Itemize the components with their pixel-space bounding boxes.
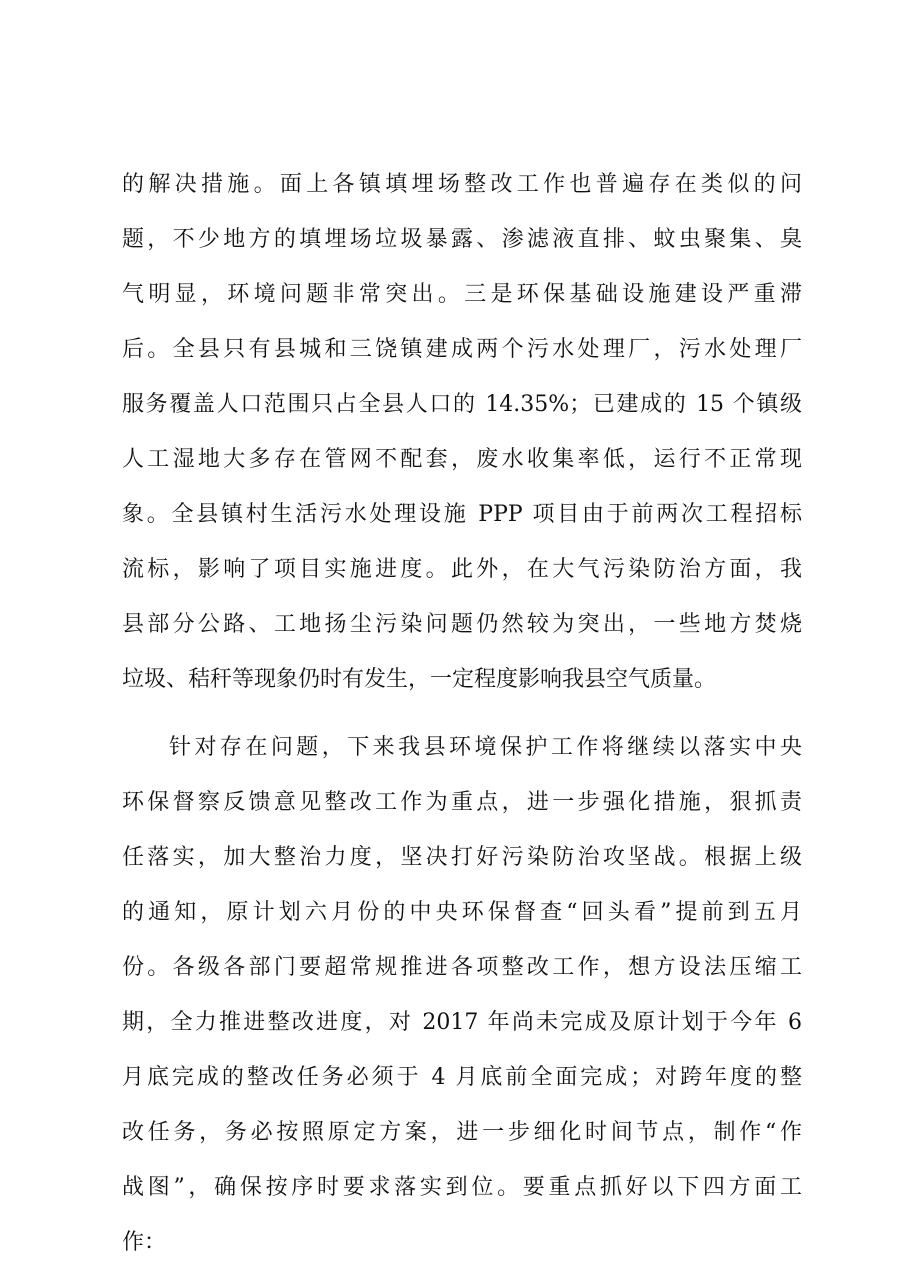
text-line-10: 垃圾、秸秆等现象仍时有发生，一定程度影响我县空气质量。 — [122, 667, 717, 692]
text-line-8: 流标，影响了项目实施进度。此外，在大气污染防治方面，我 — [122, 557, 802, 582]
text-line-14: 的通知，原计划六月份的中央环保督查“回头看”提前到五月 — [122, 900, 802, 925]
text-line-7: 象。全县镇村生活污水处理设施 PPP 项目由于前两次工程招标 — [122, 502, 802, 527]
text-line-3: 气明显，环境问题非常突出。三是环保基础设施建设严重滞 — [122, 282, 802, 307]
text-line-19: 战图”，确保按序时要求落实到位。要重点抓好以下四方面工 — [122, 1175, 802, 1200]
text-line-6: 人工湿地大多存在管网不配套，废水收集率低，运行不正常现 — [122, 447, 802, 472]
text-line-17: 月底完成的整改任务必须于 4 月底前全面完成；对跨年度的整 — [122, 1065, 802, 1090]
text-line-12: 环保督察反馈意见整改工作为重点，进一步强化措施，狠抓责 — [122, 790, 802, 815]
text-line-13: 任落实，加大整治力度，坚决打好污染防治攻坚战。根据上级 — [122, 845, 802, 870]
text-line-15: 份。各级各部门要超常规推进各项整改工作，想方设法压缩工 — [122, 955, 802, 980]
text-line-5: 服务覆盖人口范围只占全县人口的 14.35%；已建成的 15 个镇级 — [122, 392, 802, 417]
text-line-20: 作： — [122, 1230, 167, 1255]
text-line-1: 的解决措施。面上各镇填埋场整改工作也普遍存在类似的问 — [122, 172, 802, 197]
text-line-16: 期，全力推进整改进度，对 2017 年尚未完成及原计划于今年 6 — [122, 1010, 802, 1035]
text-line-4: 后。全县只有县城和三饶镇建成两个污水处理厂，污水处理厂 — [122, 337, 802, 362]
text-line-11: 针对存在问题，下来我县环境保护工作将继续以落实中央 — [169, 735, 802, 760]
text-line-2: 题，不少地方的填埋场垃圾暴露、渗滤液直排、蚊虫聚集、臭 — [122, 227, 802, 252]
text-line-9: 县部分公路、工地扬尘污染问题仍然较为突出，一些地方焚烧 — [122, 612, 802, 637]
text-line-18: 改任务，务必按照原定方案，进一步细化时间节点，制作“作 — [122, 1120, 802, 1145]
